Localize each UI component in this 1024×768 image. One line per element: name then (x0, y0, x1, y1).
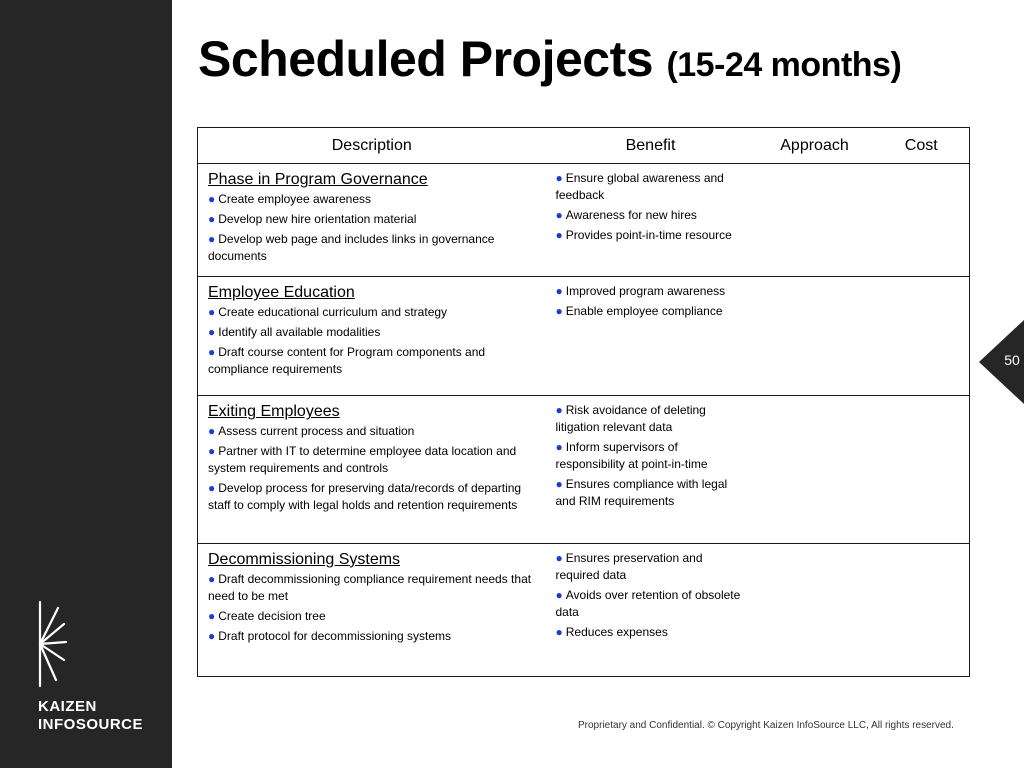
page-title (198, 30, 901, 88)
description-bullet: ● Create educational curriculum and strategy (208, 305, 448, 320)
benefit-bullet: ● Inform supervisors of responsibility at point-in-time (555, 440, 708, 472)
bullet-icon: ● (555, 440, 563, 455)
header-benefit: Benefit (546, 128, 756, 164)
header-cost: Cost (874, 128, 970, 164)
description-bullet: ● Develop web page and includes links in governance documents (208, 232, 495, 263)
approach-cell (756, 277, 874, 396)
benefit-bullet: ● Ensure global awareness and feedback (555, 171, 724, 202)
bullet-icon: ● (208, 628, 216, 643)
description-bullet: ● Assess current process and situation (208, 424, 415, 439)
description-bullet: ● Create employee awareness (208, 192, 371, 206)
bullet-icon: ● (555, 624, 563, 639)
bullet-icon: ● (208, 305, 216, 320)
table-header-row (198, 128, 970, 164)
description-cell (198, 396, 546, 543)
description-bullet: ● Draft course content for Program components and compliance requirements (208, 345, 486, 377)
benefit-bullet: ● Ensures compliance with legal and RIM requirements (555, 477, 728, 509)
benefit-cell (546, 164, 756, 277)
description-cell (198, 543, 546, 676)
bullet-icon: ● (555, 284, 563, 299)
logo-line2: INFOSOURCE (38, 716, 144, 733)
benefit-bullet: ● Awareness for new hires (555, 208, 697, 222)
benefit-bullet: ● Ensures preservation and required data (555, 550, 703, 582)
cost-cell (874, 164, 970, 277)
kaizen-logo-icon (30, 598, 70, 690)
bullet-icon: ● (208, 481, 216, 496)
title-sub: (15-24 months) (666, 46, 902, 84)
row-title: Phase in Program Governance (208, 171, 428, 188)
bullet-icon: ● (555, 587, 563, 602)
table-row (198, 396, 970, 543)
benefit-bullet: ● Enable employee compliance (555, 304, 723, 319)
bullet-icon: ● (555, 403, 563, 418)
row-title: Exiting Employees (208, 403, 340, 421)
benefit-bullet: ● Avoids over retention of obsolete data (555, 587, 741, 619)
bullet-icon: ● (208, 232, 216, 246)
bullet-icon: ● (208, 345, 216, 360)
bullet-icon: ● (208, 444, 216, 459)
row-title: Employee Education (208, 284, 355, 302)
kaizen-logo-text (38, 698, 143, 734)
title-main: Scheduled Projects (198, 31, 654, 87)
benefit-bullet: ● Improved program awareness (555, 284, 726, 299)
description-bullet: ● Identify all available modalities (208, 325, 381, 340)
benefit-bullet: ● Reduces expenses (555, 624, 668, 639)
description-bullet: ● Draft protocol for decommissioning systems (208, 628, 451, 643)
approach-cell (756, 164, 874, 277)
bullet-icon: ● (555, 171, 563, 185)
logo-line1: KAIZEN (38, 698, 97, 715)
bullet-icon: ● (555, 304, 563, 319)
page-number: 50 (1004, 352, 1020, 368)
sidebar (0, 0, 172, 768)
description-bullet: ● Draft decommissioning compliance requirement needs that need to be met (208, 571, 532, 603)
description-bullet: ● Develop process for preserving data/records of departing staff to comply with legal holds and retention requirements (208, 481, 522, 513)
description-cell (198, 164, 546, 277)
benefit-cell (546, 396, 756, 543)
bullet-icon: ● (208, 325, 216, 340)
bullet-icon: ● (555, 208, 563, 222)
bullet-icon: ● (555, 550, 563, 565)
header-approach: Approach (756, 128, 874, 164)
header-description: Description (198, 128, 546, 164)
benefit-bullet: ● Provides point-in-time resource (555, 228, 732, 242)
bullet-icon: ● (208, 192, 216, 206)
bullet-icon: ● (208, 608, 216, 623)
description-bullet: ● Develop new hire orientation material (208, 212, 417, 226)
bullet-icon: ● (555, 228, 563, 242)
benefit-bullet: ● Risk avoidance of deleting litigation relevant data (555, 403, 706, 435)
benefit-cell (546, 277, 756, 396)
cost-cell (874, 396, 970, 543)
bullet-icon: ● (555, 477, 563, 492)
cost-cell (874, 543, 970, 676)
description-bullet: ● Create decision tree (208, 608, 326, 623)
cost-cell (874, 277, 970, 396)
benefit-cell (546, 543, 756, 676)
bullet-icon: ● (208, 571, 216, 586)
table-row (198, 277, 970, 396)
projects-table (197, 127, 970, 677)
table-row (198, 164, 970, 277)
copyright-footer: Proprietary and Confidential. © Copyright Kaizen InfoSource LLC, All rights reserved. (578, 720, 954, 731)
description-bullet: ● Partner with IT to determine employee data location and system requirements and controls (208, 444, 517, 476)
bullet-icon: ● (208, 212, 216, 226)
description-cell (198, 277, 546, 396)
approach-cell (756, 543, 874, 676)
approach-cell (756, 396, 874, 543)
row-title: Decommissioning Systems (208, 550, 401, 568)
table-row (198, 543, 970, 676)
bullet-icon: ● (208, 424, 216, 439)
